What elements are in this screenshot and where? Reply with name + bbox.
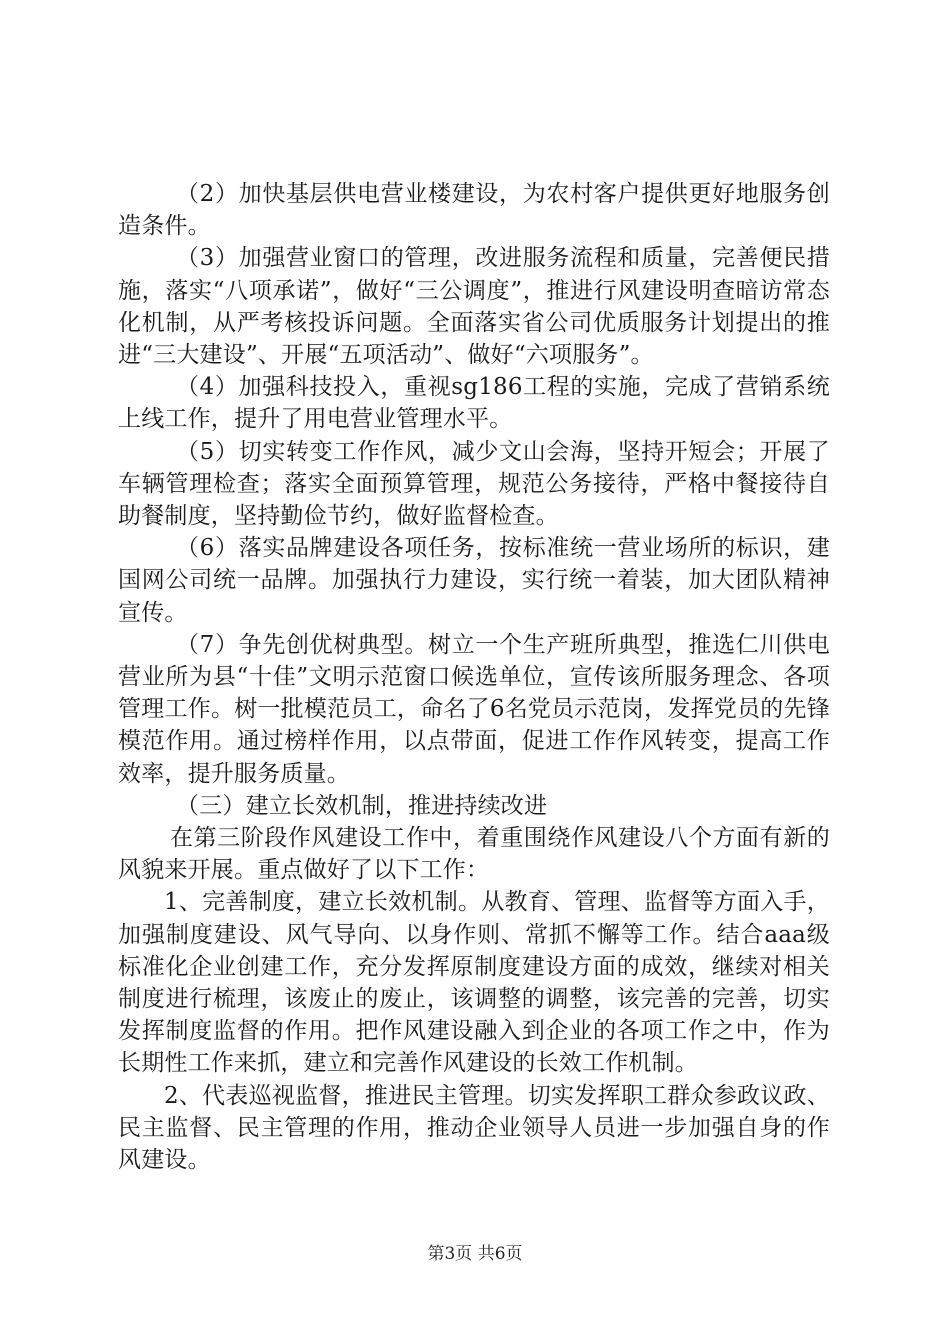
- page-number-footer: 第3页 共6页: [427, 1244, 523, 1264]
- paragraph-item-3: （3）加强营业窗口的管理，改进服务流程和质量，完善便民措施，落实“八项承诺”，做好“三公调度”，推进行风建设明查暗访常态化机制，从严考核投诉问题。全面落实省公司优质服务计划提出的推进“三大建设”、开展“五项活动”、做好“六项服务”。: [118, 245, 830, 369]
- section-intro-paragraph: 在第三阶段作风建设工作中，着重围绕作风建设八个方面有新的风貌来开展。重点做好了以下工作：: [118, 825, 830, 884]
- paragraph-item-5: （5）切实转变工作作风，减少文山会海，坚持开短会；开展了车辆管理检查；落实全面预算管理，规范公务接待，严格中餐接待自助餐制度，坚持勤俭节约，做好监督检查。: [118, 438, 830, 530]
- paragraph-item-4: （4）加强科技投入，重视sg186工程的实施，完成了营销系统上线工作，提升了用电营业管理水平。: [118, 374, 830, 433]
- section-heading: （三）建立长效机制，推进持续改进: [176, 792, 548, 819]
- paragraph-item-7: （7）争先创优树典型。树立一个生产班所典型，推选仁川供电营业所为县“十佳”文明示范窗口候选单位，宣传该所服务理念、各项管理工作。树一批模范员工，命名了6名党员示范岗，发挥党员的先锋模范作用。通过榜样作用，以点带面，促进工作作风转变，提高工作效率，提升服务质量。: [118, 631, 830, 787]
- paragraph-item-6: （6）落实品牌建设各项任务，按标准统一营业场所的标识，建国网公司统一品牌。加强执行力建设，实行统一着装，加大团队精神宣传。: [118, 535, 830, 626]
- document-body: [118, 178, 830, 1176]
- paragraph-item-2: （2）加快基层供电营业楼建设，为农村客户提供更好地服务创造条件。: [118, 181, 830, 240]
- numbered-paragraph-1: 1、完善制度，建立长效机制。从教育、管理、监督等方面入手，加强制度建设、风气导向、以身作则、常抓不懈等工作。结合aaa级标准化企业创建工作，充分发挥原制度建设方面的成效，继续对相关制度进行梳理，该废止的废止，该调整的调整，该完善的完善，切实发挥制度监督的作用。把作风建设融入到企业的各项工作之中，作为长期性工作来抓，建立和完善作风建设的长效工作机制。: [118, 889, 830, 1077]
- numbered-paragraph-2: 2、代表巡视监督，推进民主管理。切实发挥职工群众参政议政、民主监督、民主管理的作用，推动企业领导人员进一步加强自身的作风建设。: [118, 1082, 830, 1174]
